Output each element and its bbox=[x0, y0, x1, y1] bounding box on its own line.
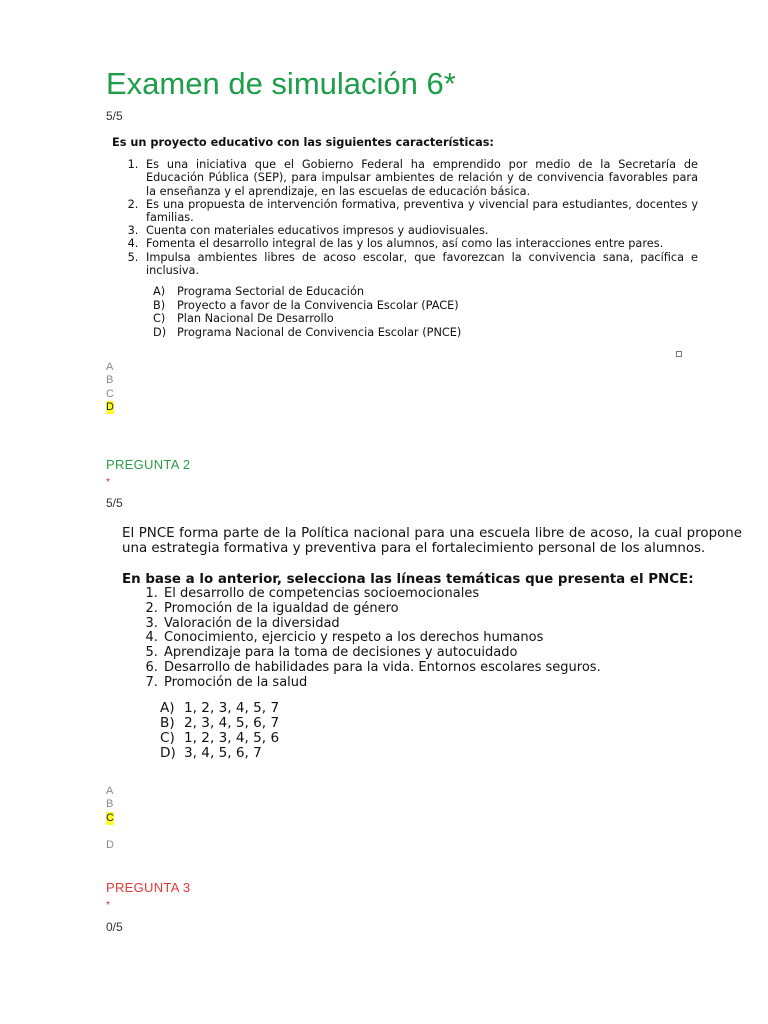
question-2-image bbox=[122, 526, 742, 761]
question-1-item: 2. Es una propuesta de intervención formativa, preventiva y vivencial para estudiantes, docentes y familias. bbox=[142, 198, 698, 224]
choice-a[interactable]: A bbox=[106, 785, 114, 797]
choice-b[interactable]: B bbox=[106, 798, 114, 811]
question-1-items bbox=[108, 158, 698, 277]
question-2-option: B) 2, 3, 4, 5, 6, 7 bbox=[160, 714, 280, 731]
question-1-item: 4. Fomenta el desarrollo integral de las y los alumnos, así como las interacciones entre pares. bbox=[142, 237, 698, 250]
question-2-lead: En base a lo anterior, selecciona las líneas temáticas que presenta el PNCE: bbox=[122, 572, 694, 587]
question-1-score: 5/5 bbox=[106, 109, 123, 123]
question-2-items bbox=[122, 587, 742, 691]
question-1-option: D) Programa Nacional de Convivencia Escolar (PNCE) bbox=[153, 325, 462, 339]
choice-c-selected[interactable]: C bbox=[106, 811, 114, 824]
question-2-option: D) 3, 4, 5, 6, 7 bbox=[160, 745, 262, 762]
question-1-item: 1. Es una iniciativa que el Gobierno Federal ha emprendido por medio de la Secretaría de Educación Pública (SEP), para impulsar ambientes de relación y de convivencia favorables para la enseñanza y el aprendizaje, en las escuelas de educación básica. bbox=[142, 158, 698, 198]
question-2-item: 3. Valoración de la diversidad bbox=[162, 617, 742, 632]
choice-d-selected[interactable]: D bbox=[106, 400, 114, 413]
question-2-item: 1. El desarrollo de competencias socioemocionales bbox=[162, 587, 742, 602]
choice-b[interactable]: B bbox=[106, 374, 114, 387]
question-2-item: 6. Desarrollo de habilidades para la vida. Entornos escolares seguros. bbox=[162, 661, 742, 676]
question-1-option: A) Programa Sectorial de Educación bbox=[153, 285, 365, 299]
choice-a[interactable]: A bbox=[106, 361, 114, 373]
page-title: Examen de simulación 6* bbox=[106, 66, 456, 101]
required-mark: * bbox=[106, 477, 110, 488]
question-1-options bbox=[153, 285, 698, 339]
broken-image-icon bbox=[676, 351, 682, 357]
question-2-score: 5/5 bbox=[106, 496, 123, 510]
question-2-item: 7. Promoción de la salud bbox=[162, 676, 742, 691]
choice-d[interactable]: D bbox=[106, 838, 114, 851]
question-1-image bbox=[108, 136, 698, 339]
choice-c[interactable]: C bbox=[106, 387, 114, 400]
question-1-item: 3. Cuenta con materiales educativos impresos y audiovisuales. bbox=[142, 224, 698, 237]
question-2-option: A) 1, 2, 3, 4, 5, 7 bbox=[160, 699, 280, 716]
question-2-choices bbox=[106, 785, 114, 852]
question-2-option: C) 1, 2, 3, 4, 5, 6 bbox=[160, 729, 280, 746]
question-1-item: 5. Impulsa ambientes libres de acoso escolar, que favorezcan la convivencia sana, pacífica e inclusiva. bbox=[142, 251, 698, 277]
question-2-label: PREGUNTA 2 bbox=[106, 457, 191, 472]
question-2-item: 5. Aprendizaje para la toma de decisiones y autocuidado bbox=[162, 646, 742, 661]
question-2-intro: El PNCE forma parte de la Política nacional para una escuela libre de acoso, la cual propone una estrategia formativa y preventiva para el fortalecimiento personal de los alumnos. bbox=[122, 526, 742, 556]
required-mark: * bbox=[106, 900, 110, 911]
question-3-score: 0/5 bbox=[106, 920, 123, 934]
question-1-option: B) Proyecto a favor de la Convivencia Escolar (PACE) bbox=[153, 298, 459, 312]
question-1-lead: Es un proyecto educativo con las siguientes características: bbox=[112, 136, 494, 149]
question-1-choices bbox=[106, 361, 114, 414]
question-3-label: PREGUNTA 3 bbox=[106, 880, 191, 895]
question-2-item: 2. Promoción de la igualdad de género bbox=[162, 602, 742, 617]
question-1-option: C) Plan Nacional De Desarrollo bbox=[153, 312, 334, 326]
question-2-options bbox=[160, 701, 742, 762]
question-2-item: 4. Conocimiento, ejercicio y respeto a los derechos humanos bbox=[162, 631, 742, 646]
